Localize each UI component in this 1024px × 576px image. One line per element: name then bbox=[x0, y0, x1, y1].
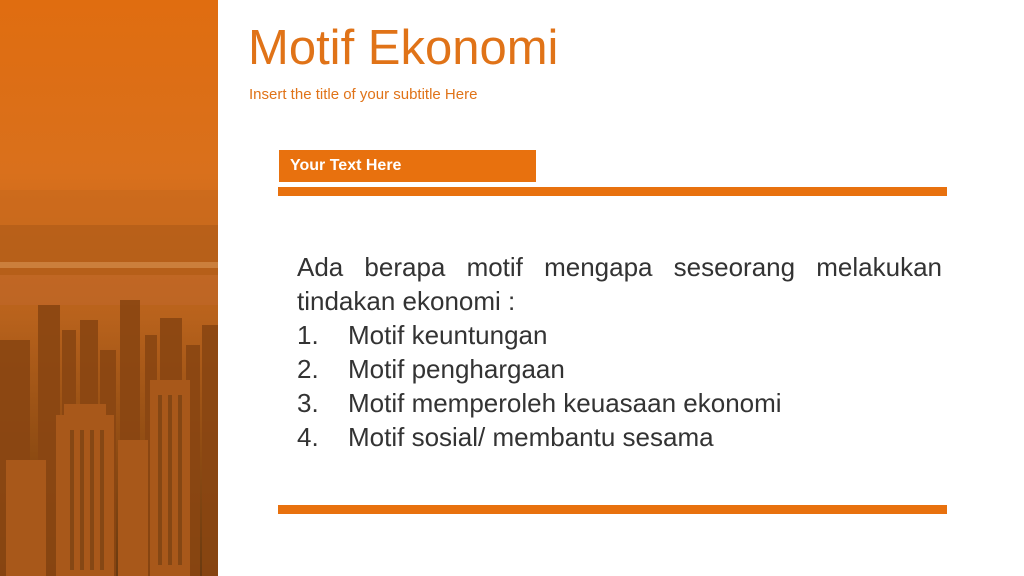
list-item-text: Motif penghargaan bbox=[348, 354, 565, 384]
list-item-number: 2. bbox=[297, 354, 319, 384]
list-item bbox=[297, 386, 942, 420]
city-skyline-illustration bbox=[0, 0, 218, 576]
list-item-number: 1. bbox=[297, 320, 319, 350]
list-item-text: Motif sosial/ membantu sesama bbox=[348, 422, 714, 452]
list-item-text: Motif keuntungan bbox=[348, 320, 548, 350]
motive-list bbox=[297, 318, 942, 454]
city-skyline-image bbox=[0, 0, 218, 576]
slide-title: Motif Ekonomi bbox=[248, 21, 559, 75]
list-item-number: 3. bbox=[297, 388, 319, 418]
list-item bbox=[297, 318, 942, 352]
intro-line-2: tindakan ekonomi : bbox=[297, 286, 516, 316]
bottom-divider bbox=[278, 505, 947, 514]
list-item bbox=[297, 420, 942, 454]
list-item bbox=[297, 352, 942, 386]
list-item-number: 4. bbox=[297, 422, 319, 452]
text-label-box: Your Text Here bbox=[279, 150, 536, 182]
list-item-text: Motif memperoleh keuasaan ekonomi bbox=[348, 388, 782, 418]
slide-subtitle: Insert the title of your subtitle Here bbox=[249, 86, 478, 103]
content-text bbox=[297, 250, 942, 454]
top-divider bbox=[278, 187, 947, 196]
intro-line-1: Ada berapa motif mengapa seseorang melakukan bbox=[297, 252, 942, 282]
